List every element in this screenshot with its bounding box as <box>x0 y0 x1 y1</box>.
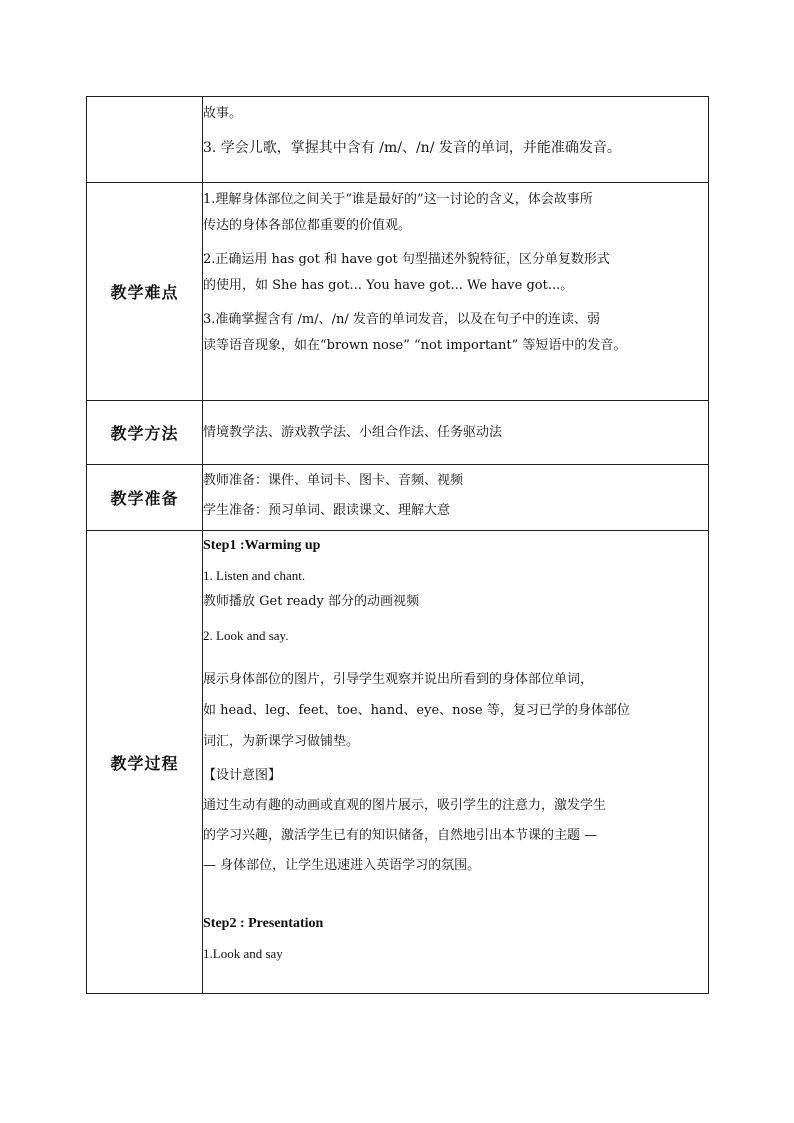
design-intent-title: 【设计意图】 <box>203 768 282 783</box>
step2-title: Step2 : Presentation <box>203 916 324 931</box>
step1-item1: 1. Listen and chant. <box>203 568 306 583</box>
process-label: 教学过程 <box>87 531 203 994</box>
step1-title: Step1 :Warming up <box>203 538 321 553</box>
goals-line-1: 故事。 <box>203 106 243 121</box>
teacher-preparation: 教师准备：课件、单词卡、图卡、音频、视频 <box>203 473 464 488</box>
process-cell <box>203 531 709 994</box>
difficulty-p1-line2: 传达的身体各部位都重要的价值观。 <box>203 218 412 233</box>
design-intent-line1: 通过生动有趣的动画或直观的图片展示，吸引学生的注意力，激发学生 <box>203 798 607 813</box>
table-row-goals-continued <box>87 97 709 183</box>
difficulty-p2-line1: 2.正确运用 has got 和 have got 句型描述外貌特征，区分单复数形式 <box>203 252 610 267</box>
preparation-cell <box>203 465 709 531</box>
difficulty-p1-line1: 1.理解身体部位之间关于“谁是最好的”这一讨论的含义，体会故事所 <box>203 192 593 207</box>
methods-text: 情境教学法、游戏教学法、小组合作法、任务驱动法 <box>203 424 503 440</box>
blank-spacer <box>203 879 708 905</box>
design-intent-line3: — 身体部位，让学生迅速进入英语学习的氛围。 <box>203 858 481 873</box>
goals-cell <box>203 97 709 183</box>
difficulty-p3-line1: 3.准确掌握含有 /m/、/n/ 发音的单词发音，以及在句子中的连读、弱 <box>203 312 600 327</box>
design-intent-line2: 的学习兴趣，激活学生已有的知识储备，自然地引出本节课的主题 — <box>203 828 598 843</box>
difficulty-p2-line2: 的使用，如 She has got... You have got... We have got...。 <box>203 278 574 293</box>
step1-item2-desc-line1: 展示身体部位的图片，引导学生观察并说出所看到的身体部位单词， <box>203 672 594 687</box>
lesson-plan-table <box>86 96 709 994</box>
step1-item1-desc: 教师播放 Get ready 部分的动画视频 <box>203 594 420 609</box>
methods-label: 教学方法 <box>87 401 203 465</box>
difficulty-p3-line2: 读等语音现象，如在“brown nose” “not important” 等短语中的发音。 <box>203 338 627 353</box>
student-preparation: 学生准备：预习单词、跟读课文、理解大意 <box>203 503 451 518</box>
goals-line-2: 3. 学会儿歌，掌握其中含有 /m/、/n/ 发音的单词，并能准确发音。 <box>203 140 621 156</box>
step1-item2-desc-line3: 词汇，为新课学习做铺垫。 <box>203 734 360 749</box>
difficulty-label: 教学难点 <box>87 183 203 401</box>
step2-item1: 1.Look and say <box>203 946 283 961</box>
empty-label-cell <box>87 97 203 183</box>
methods-cell <box>203 401 709 465</box>
difficulty-cell <box>203 183 709 401</box>
step1-item2: 2. Look and say. <box>203 628 289 643</box>
table-row-process <box>87 531 709 994</box>
table-row-methods <box>87 401 709 465</box>
preparation-label: 教学准备 <box>87 465 203 531</box>
table-row-preparation <box>87 465 709 531</box>
table-row-difficulty <box>87 183 709 401</box>
step1-item2-desc-line2: 如 head、leg、feet、toe、hand、eye、nose 等，复习已学的身体部位 <box>203 703 630 718</box>
